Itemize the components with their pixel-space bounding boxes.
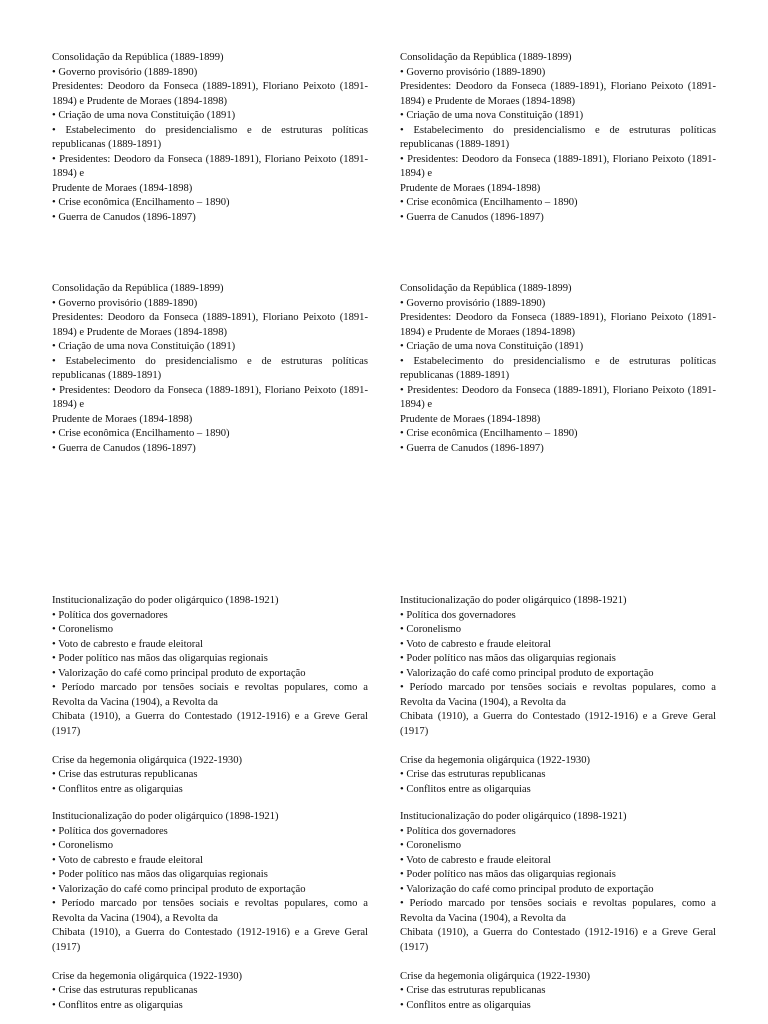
list-item: • Voto de cabresto e fraude eleitoral	[400, 638, 551, 650]
list-item: • Política dos governadores	[400, 609, 516, 621]
list-item: Chibata (1910), a Guerra do Contestado (1912-1916) e a Greve Geral (1917)	[400, 927, 716, 953]
list-item: • Governo provisório (1889-1890)	[400, 66, 546, 78]
list-item: Chibata (1910), a Guerra do Contestado (1912-1916) e a Greve Geral (1917)	[52, 927, 368, 953]
republica-block-3	[52, 282, 368, 456]
list-item: • Estabelecimento do presidencialismo e de estruturas políticas republicanas (1889-1891)	[52, 355, 368, 381]
list-item: • Guerra de Canudos (1896-1897)	[400, 211, 544, 223]
list-item: • Conflitos entre as oligarquias	[52, 783, 183, 795]
list-item: • Guerra de Canudos (1896-1897)	[52, 211, 196, 223]
list-item: Prudente de Moraes (1894-1898)	[400, 413, 541, 425]
republica-block-1	[52, 51, 368, 225]
block-title: Consolidação da República (1889-1899)	[400, 52, 572, 63]
list-item: Chibata (1910), a Guerra do Contestado (1912-1916) e a Greve Geral (1917)	[52, 711, 368, 737]
list-item: • Coronelismo	[52, 624, 114, 635]
list-item: Chibata (1910), a Guerra do Contestado (1912-1916) e a Greve Geral (1917)	[400, 711, 716, 737]
oligarquico-block-1	[52, 594, 368, 797]
crise-title: Crise da hegemonia oligárquica (1922-1930)	[52, 754, 243, 766]
list-item: Prudente de Moraes (1894-1898)	[52, 413, 193, 425]
list-item: Prudente de Moraes (1894-1898)	[52, 182, 193, 194]
list-item: • Estabelecimento do presidencialismo e de estruturas políticas republicanas (1889-1891)	[400, 355, 716, 381]
block-title: Institucionalização do poder oligárquico (1898-1921)	[400, 595, 627, 606]
list-item: • Crise econômica (Encilhamento – 1890)	[52, 197, 230, 208]
list-item: • Criação de uma nova Constituição (1891)	[52, 341, 236, 352]
list-item: • Valorização do café como principal produto de exportação	[400, 667, 654, 679]
block-title: Institucionalização do poder oligárquico (1898-1921)	[400, 811, 627, 822]
list-item: • Guerra de Canudos (1896-1897)	[52, 442, 196, 454]
list-item: • Período marcado por tensões sociais e revoltas populares, como a Revolta da Vacina (1904), a Revolta da	[400, 682, 716, 708]
list-item: • Crise das estruturas republicanas	[400, 985, 546, 996]
list-item: Presidentes: Deodoro da Fonseca (1889-1891), Floriano Peixoto (1891-1894) e Prudente de Moraes (1894-1898)	[400, 312, 716, 338]
block-title: Institucionalização do poder oligárquico (1898-1921)	[52, 811, 279, 822]
oligarquico-block-4	[400, 810, 716, 1013]
list-item: • Estabelecimento do presidencialismo e de estruturas políticas republicanas (1889-1891)	[52, 124, 368, 150]
list-item: • Período marcado por tensões sociais e revoltas populares, como a Revolta da Vacina (1904), a Revolta da	[52, 898, 368, 924]
list-item: • Governo provisório (1889-1890)	[52, 66, 198, 78]
oligarquico-block-2	[400, 594, 716, 797]
oligarquico-block-3	[52, 810, 368, 1013]
list-item: • Valorização do café como principal produto de exportação	[52, 667, 306, 679]
list-item: • Criação de uma nova Constituição (1891)	[400, 341, 584, 352]
list-item: • Voto de cabresto e fraude eleitoral	[400, 854, 551, 866]
list-item: • Poder político nas mãos das oligarquias regionais	[400, 653, 616, 664]
list-item: • Voto de cabresto e fraude eleitoral	[52, 638, 203, 650]
list-item: • Crise das estruturas republicanas	[400, 769, 546, 780]
list-item: • Crise econômica (Encilhamento – 1890)	[52, 428, 230, 439]
list-item: • Conflitos entre as oligarquias	[400, 999, 531, 1011]
list-item: Presidentes: Deodoro da Fonseca (1889-1891), Floriano Peixoto (1891-1894) e Prudente de Moraes (1894-1898)	[52, 81, 368, 107]
block-title: Consolidação da República (1889-1899)	[52, 52, 224, 63]
list-item: • Voto de cabresto e fraude eleitoral	[52, 854, 203, 866]
republica-block-2	[400, 51, 716, 225]
list-item: • Período marcado por tensões sociais e revoltas populares, como a Revolta da Vacina (1904), a Revolta da	[400, 898, 716, 924]
list-item: • Estabelecimento do presidencialismo e de estruturas políticas republicanas (1889-1891)	[400, 124, 716, 150]
list-item: • Valorização do café como principal produto de exportação	[52, 883, 306, 895]
list-item: • Valorização do café como principal produto de exportação	[400, 883, 654, 895]
list-item: • Governo provisório (1889-1890)	[400, 297, 546, 309]
list-item: • Coronelismo	[400, 624, 462, 635]
list-item: Prudente de Moraes (1894-1898)	[400, 182, 541, 194]
block-title: Consolidação da República (1889-1899)	[400, 283, 572, 294]
block-title: Institucionalização do poder oligárquico (1898-1921)	[52, 595, 279, 606]
list-item: • Crise econômica (Encilhamento – 1890)	[400, 428, 578, 439]
list-item: • Poder político nas mãos das oligarquias regionais	[52, 653, 268, 664]
crise-title: Crise da hegemonia oligárquica (1922-1930)	[400, 754, 591, 766]
list-item: • Coronelismo	[400, 840, 462, 851]
list-item: • Governo provisório (1889-1890)	[52, 297, 198, 309]
list-item: • Poder político nas mãos das oligarquias regionais	[400, 869, 616, 880]
list-item: • Crise das estruturas republicanas	[52, 985, 198, 996]
list-item: Presidentes: Deodoro da Fonseca (1889-1891), Floriano Peixoto (1891-1894) e Prudente de Moraes (1894-1898)	[52, 312, 368, 338]
list-item: • Criação de uma nova Constituição (1891)	[52, 110, 236, 121]
list-item: • Política dos governadores	[52, 609, 168, 621]
crise-title: Crise da hegemonia oligárquica (1922-1930)	[400, 970, 591, 982]
list-item: Presidentes: Deodoro da Fonseca (1889-1891), Floriano Peixoto (1891-1894) e Prudente de Moraes (1894-1898)	[400, 81, 716, 107]
list-item: • Poder político nas mãos das oligarquias regionais	[52, 869, 268, 880]
list-item: • Política dos governadores	[52, 825, 168, 837]
list-item: • Guerra de Canudos (1896-1897)	[400, 442, 544, 454]
list-item: • Criação de uma nova Constituição (1891)	[400, 110, 584, 121]
list-item: • Conflitos entre as oligarquias	[400, 783, 531, 795]
list-item: • Crise das estruturas republicanas	[52, 769, 198, 780]
list-item: • Presidentes: Deodoro da Fonseca (1889-1891), Floriano Peixoto (1891-1894) e	[400, 153, 716, 179]
list-item: • Crise econômica (Encilhamento – 1890)	[400, 197, 578, 208]
list-item: • Presidentes: Deodoro da Fonseca (1889-1891), Floriano Peixoto (1891-1894) e	[400, 384, 716, 410]
list-item: • Presidentes: Deodoro da Fonseca (1889-1891), Floriano Peixoto (1891-1894) e	[52, 384, 368, 410]
list-item: • Política dos governadores	[400, 825, 516, 837]
list-item: • Presidentes: Deodoro da Fonseca (1889-1891), Floriano Peixoto (1891-1894) e	[52, 153, 368, 179]
crise-title: Crise da hegemonia oligárquica (1922-1930)	[52, 970, 243, 982]
list-item: • Período marcado por tensões sociais e revoltas populares, como a Revolta da Vacina (1904), a Revolta da	[52, 682, 368, 708]
block-title: Consolidação da República (1889-1899)	[52, 283, 224, 294]
list-item: • Coronelismo	[52, 840, 114, 851]
republica-block-4	[400, 282, 716, 456]
list-item: • Conflitos entre as oligarquias	[52, 999, 183, 1011]
